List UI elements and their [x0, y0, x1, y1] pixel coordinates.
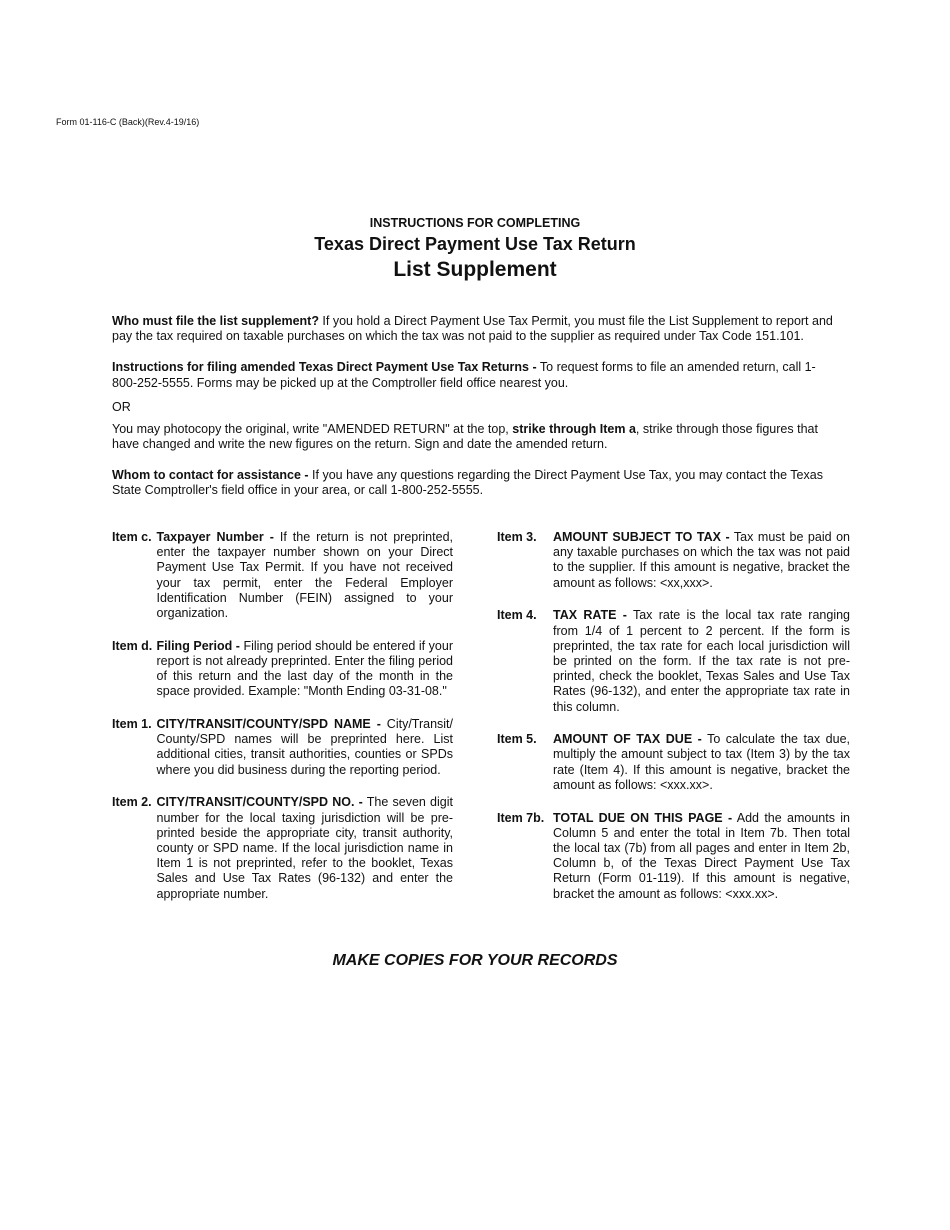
item-entry: [497, 732, 850, 793]
title-block: [0, 215, 950, 284]
item-label: Item d.: [112, 638, 153, 653]
amended-returns-heading: Instructions for filing amended Texas Direct Payment Use Tax Returns -: [112, 360, 537, 375]
item-text: If the return is not preprinted, enter the taxpayer number shown on your Direct Payment Use Tax Permit. If you have not received your tax permit, enter the Federal Employer Identification Number (FEIN) assigned to your organization.: [156, 530, 453, 621]
item-description: [157, 795, 454, 901]
item-label: Item 1.: [112, 717, 152, 732]
photocopy-text-a: You may photocopy the original, write "AMENDED RETURN" at the top,: [112, 421, 513, 436]
item-heading: AMOUNT OF TAX DUE -: [553, 732, 702, 747]
item-entry: [112, 795, 453, 901]
item-label: Item 4.: [497, 608, 537, 623]
who-must-file-text: If you hold a Direct Payment Use Tax Permit, you must file the List Supplement to report and pay the tax required on taxable purchases on which the tax was not paid to the supplier as required under Tax Code 151.101.: [112, 314, 833, 344]
item-heading: CITY/TRANSIT/COUNTY/SPD NO. -: [156, 795, 363, 810]
or-separator: OR: [112, 400, 131, 415]
item-label: Item c.: [112, 530, 152, 544]
item-entry: [497, 530, 850, 591]
item-text: City/Transit/ County/SPD names will be preprinted here. List additional cities, transit authorities, counties or SPDs where you did business during the reporting period.: [156, 717, 453, 777]
item-heading: TOTAL DUE ON THIS PAGE -: [553, 810, 733, 825]
item-description: [157, 639, 454, 700]
item-entry: [112, 530, 453, 621]
item-text: Add the amounts in Column 5 and enter the total in Item 7b. Then total the local tax (7b) from all pages and enter in Item 2b, Column b, of the Texas Direct Payment Use Tax Return (Form 01-119). If this amount is negative, bracket the amount as follows: <xxx.xx>.: [553, 810, 851, 901]
item-description: [553, 732, 850, 793]
item-text: To calculate the tax due, multiply the amount subject to tax (Item 3) by the tax rate (Item 4). If this amount is negative, bracket the amount as follows: <xxx.xx>.: [553, 732, 850, 792]
photocopy-paragraph: [112, 422, 840, 453]
make-copies-notice: MAKE COPIES FOR YOUR RECORDS: [332, 952, 618, 969]
form-number: Form 01-116-C (Back)(Rev.4-19/16): [56, 117, 200, 127]
item-text: The seven digit number for the local taxing jurisdiction will be pre-printed beside the appropriate city, transit authority, county or SPD name. If the local jurisdiction name in Item 1 is not preprinted, refer to the booklet, Texas Sales and Use Tax Rates (96-132) and enter the appropriate number.: [156, 795, 453, 901]
instructions-heading: INSTRUCTIONS FOR COMPLETING: [369, 216, 581, 230]
who-must-file-paragraph: [112, 314, 840, 345]
item-description: [553, 530, 850, 591]
item-entry: [497, 608, 850, 714]
item-heading: CITY/TRANSIT/COUNTY/SPD NAME -: [156, 717, 381, 732]
form-title: Texas Direct Payment Use Tax Return: [314, 234, 636, 254]
photocopy-bold: strike through Item a: [512, 421, 636, 436]
amended-returns-text: To request forms to file an amended return, call 1-800-252-5555. Forms may be picked up at the Comptroller field office nearest you.: [112, 360, 816, 390]
items-left-column: [112, 530, 453, 919]
item-text: Filing period should be entered if your report is not already preprinted. Enter the filing period of this return and the last day of the month in the space provided. Example: "Month Ending 03-31-08.": [156, 638, 453, 699]
item-entry: [497, 811, 850, 902]
item-heading: AMOUNT SUBJECT TO TAX -: [553, 530, 730, 544]
contact-heading: Whom to contact for assistance -: [112, 467, 309, 482]
item-label: Item 5.: [497, 732, 537, 747]
item-heading: Taxpayer Number -: [156, 530, 274, 544]
item-text: Tax must be paid on any taxable purchases on which the tax was not paid to the supplier. If this amount is negative, bracket the amount as follows: <xx,xxx>.: [553, 530, 850, 590]
who-must-file-heading: Who must file the list supplement?: [112, 314, 319, 328]
intro-section: [112, 314, 840, 499]
item-description: [553, 608, 850, 714]
item-description: [553, 811, 850, 902]
item-label: Item 7b.: [497, 810, 545, 825]
contact-text: If you have any questions regarding the Direct Payment Use Tax, you may contact the Texas State Comptroller's field office in your area, or call 1-800-252-5555.: [112, 467, 823, 498]
item-label: Item 2.: [112, 795, 152, 810]
item-entry: [112, 639, 453, 700]
item-description: [157, 530, 454, 621]
item-label: Item 3.: [497, 530, 537, 544]
items-right-column: [497, 530, 850, 919]
photocopy-text-b: , strike through those figures that have changed and write the new figures on the return. Sign and date the amended return.: [112, 421, 818, 451]
item-description: [157, 717, 454, 778]
item-text: Tax rate is the local tax rate ranging from 1/4 of 1 percent to 2 percent. If the form is preprinted, the tax rate for each local jurisdiction will be printed on the form. If the tax rate is not pre-printed, check the booklet, Texas Sales and Use Tax Rates (96-132), and enter the appropriate tax rate in this column.: [553, 608, 851, 714]
item-heading: TAX RATE -: [553, 608, 627, 623]
form-subtitle: List Supplement: [393, 258, 557, 281]
amended-returns-paragraph: [112, 360, 840, 391]
contact-paragraph: [112, 468, 840, 499]
item-entry: [112, 717, 453, 778]
item-heading: Filing Period -: [156, 638, 240, 653]
